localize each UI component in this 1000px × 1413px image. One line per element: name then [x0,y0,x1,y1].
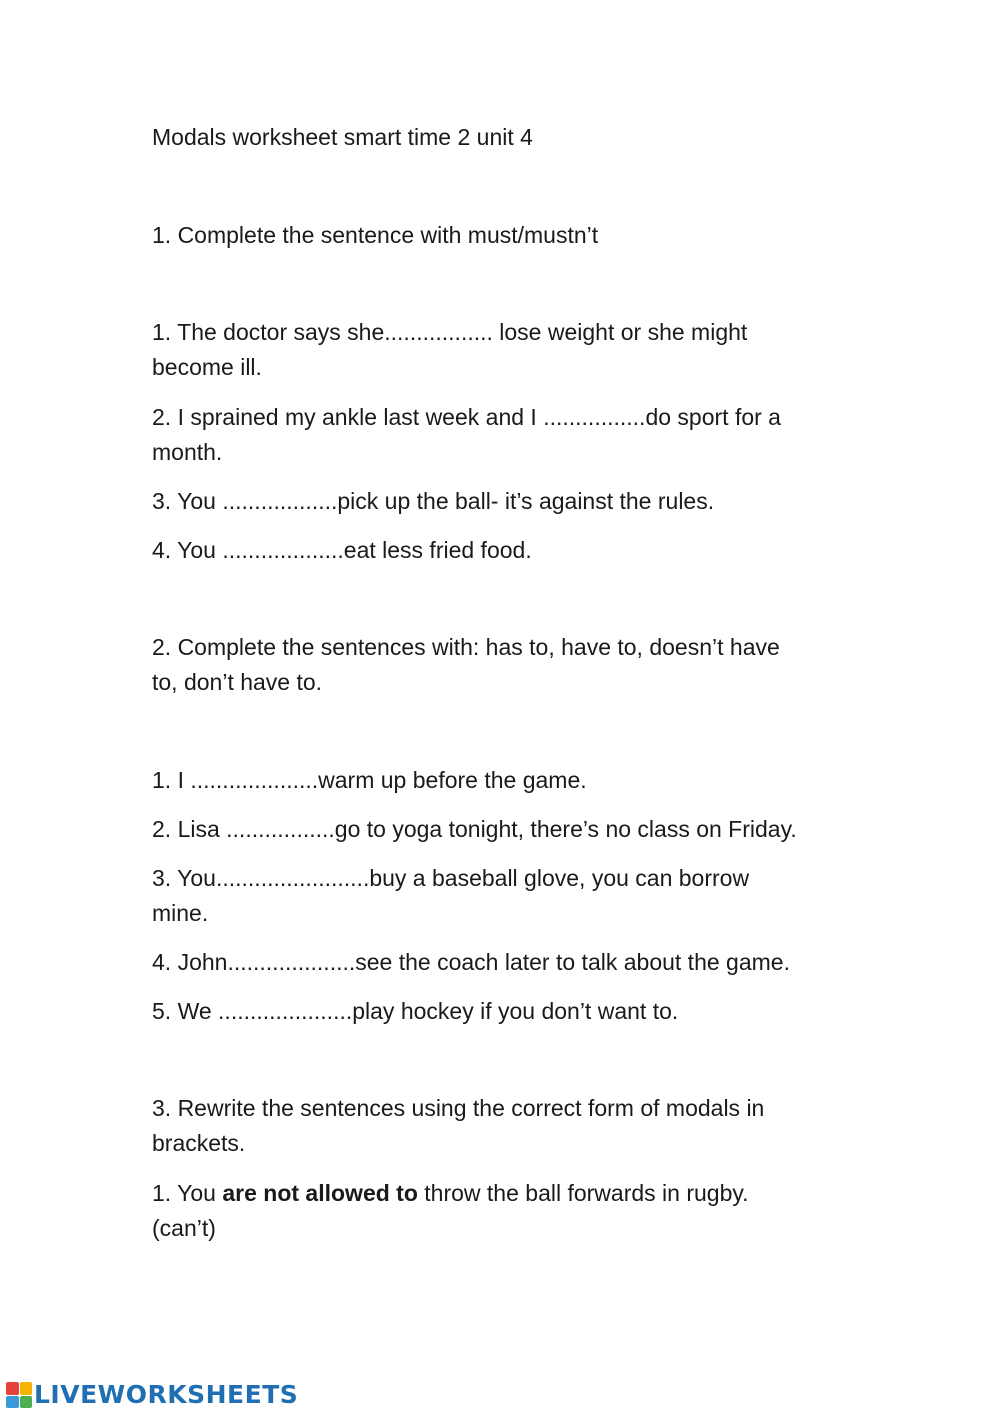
section1-item-2-cont: month. [152,439,223,465]
section3-item-1-suffix: throw the ball forwards in rugby. [417,1180,749,1206]
section1-item-3: 3. You ..................pick up the ball- it’s against the rules. [152,488,715,514]
section2-item-1: 1. I ....................warm up before the game. [152,767,587,793]
section3-item-1-bold: are not allowed to [222,1180,418,1206]
section3-item-1 [152,1176,852,1211]
section1-item-4: 4. You ...................eat less fried food. [152,537,532,563]
section2-item-3-cont: mine. [152,900,209,926]
section2-item-2: 2. Lisa .................go to yoga tonight, there’s no class on Friday. [152,816,797,842]
section2-item-4: 4. John....................see the coach later to talk about the game. [152,949,790,975]
section1-item-2: 2. I sprained my ankle last week and I ................do sport for a [152,404,781,430]
liveworksheets-logo[interactable] [6,1380,298,1410]
section3-heading-cont: brackets. [152,1130,246,1156]
section3-heading: 3. Rewrite the sentences using the correct form of modals in [152,1095,765,1121]
liveworksheets-logo-icon [6,1382,32,1408]
section2-heading: 2. Complete the sentences with: has to, have to, doesn’t have [152,634,780,660]
section2-heading-cont: to, don’t have to. [152,669,323,695]
section1-heading: 1. Complete the sentence with must/mustn’t [152,222,599,248]
worksheet-title: Modals worksheet smart time 2 unit 4 [152,124,533,150]
section3-item-1-prefix: 1. You [152,1180,223,1206]
section1-item-1: 1. The doctor says she................. lose weight or she might [152,319,748,345]
section2-item-3: 3. You........................buy a baseball glove, you can borrow [152,865,750,891]
section2-item-5: 5. We .....................play hockey if you don’t want to. [152,998,679,1024]
section1-item-1-cont: become ill. [152,354,262,380]
section3-item-1-cont: (can’t) [152,1215,216,1241]
logo-text: LIVEWORKSHEETS [34,1380,299,1409]
